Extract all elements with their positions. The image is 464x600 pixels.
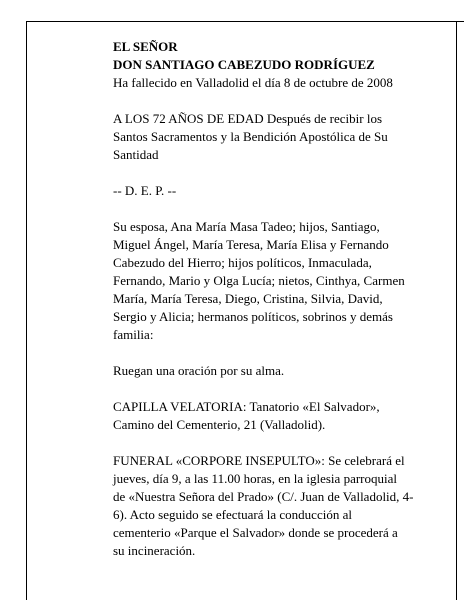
page-border-top [26, 21, 464, 22]
age-line: A LOS 72 AÑOS DE EDAD Después de recibir los [113, 111, 383, 126]
family-line: María, María Teresa, Diego, Cristina, Silvia, David, [113, 291, 383, 306]
funeral-line: cementerio «Parque el Salvador» donde se procederá a [113, 525, 398, 540]
family-line: Su esposa, Ana María Masa Tadeo; hijos, Santiago, [113, 219, 380, 234]
funeral-line: jueves, día 9, a las 11.00 horas, en la iglesia parroquial [113, 471, 397, 486]
funeral-line: FUNERAL «CORPORE INSEPULTO»: Se celebrará el [113, 453, 405, 468]
chapel-line: Camino del Cementerio, 21 (Valladolid). [113, 417, 326, 432]
death-notice-line: Ha fallecido en Valladolid el día 8 de octubre de 2008 [113, 75, 393, 90]
age-line: Santidad [113, 147, 159, 162]
family-line: Fernando, Mario y Olga Lucía; nietos, Cinthya, Carmen [113, 273, 405, 288]
funeral-paragraph [113, 452, 463, 560]
prayer-line: Ruegan una oración por su alma. [113, 363, 285, 378]
dep-paragraph [113, 182, 463, 200]
dep-line: -- D. E. P. -- [113, 183, 177, 198]
funeral-line: 6). Acto seguido se efectuará la conducción al [113, 507, 352, 522]
funeral-line: de «Nuestra Señora del Prado» (C/. Juan de Valladolid, 4- [113, 489, 414, 504]
prayer-paragraph [113, 362, 463, 380]
family-line: Miguel Ángel, María Teresa, María Elisa y Fernando [113, 237, 389, 252]
page-border-left [26, 21, 27, 600]
funeral-line: su incineración. [113, 543, 196, 558]
chapel-line: CAPILLA VELATORIA: Tanatorio «El Salvador», [113, 399, 380, 414]
family-line: Sergio y Alicia; hermanos políticos, sobrinos y demás [113, 309, 393, 324]
family-line: Cabezudo del Hierro; hijos políticos, Inmaculada, [113, 255, 372, 270]
family-line: familia: [113, 327, 154, 342]
title-line-1: EL SEÑOR [113, 39, 178, 54]
deceased-name: DON SANTIAGO CABEZUDO RODRÍGUEZ [113, 57, 375, 72]
obituary-text [113, 38, 463, 560]
family-paragraph [113, 218, 463, 344]
chapel-paragraph [113, 398, 463, 434]
age-line: Santos Sacramentos y la Bendición Apostólica de Su [113, 129, 388, 144]
age-paragraph [113, 110, 463, 164]
